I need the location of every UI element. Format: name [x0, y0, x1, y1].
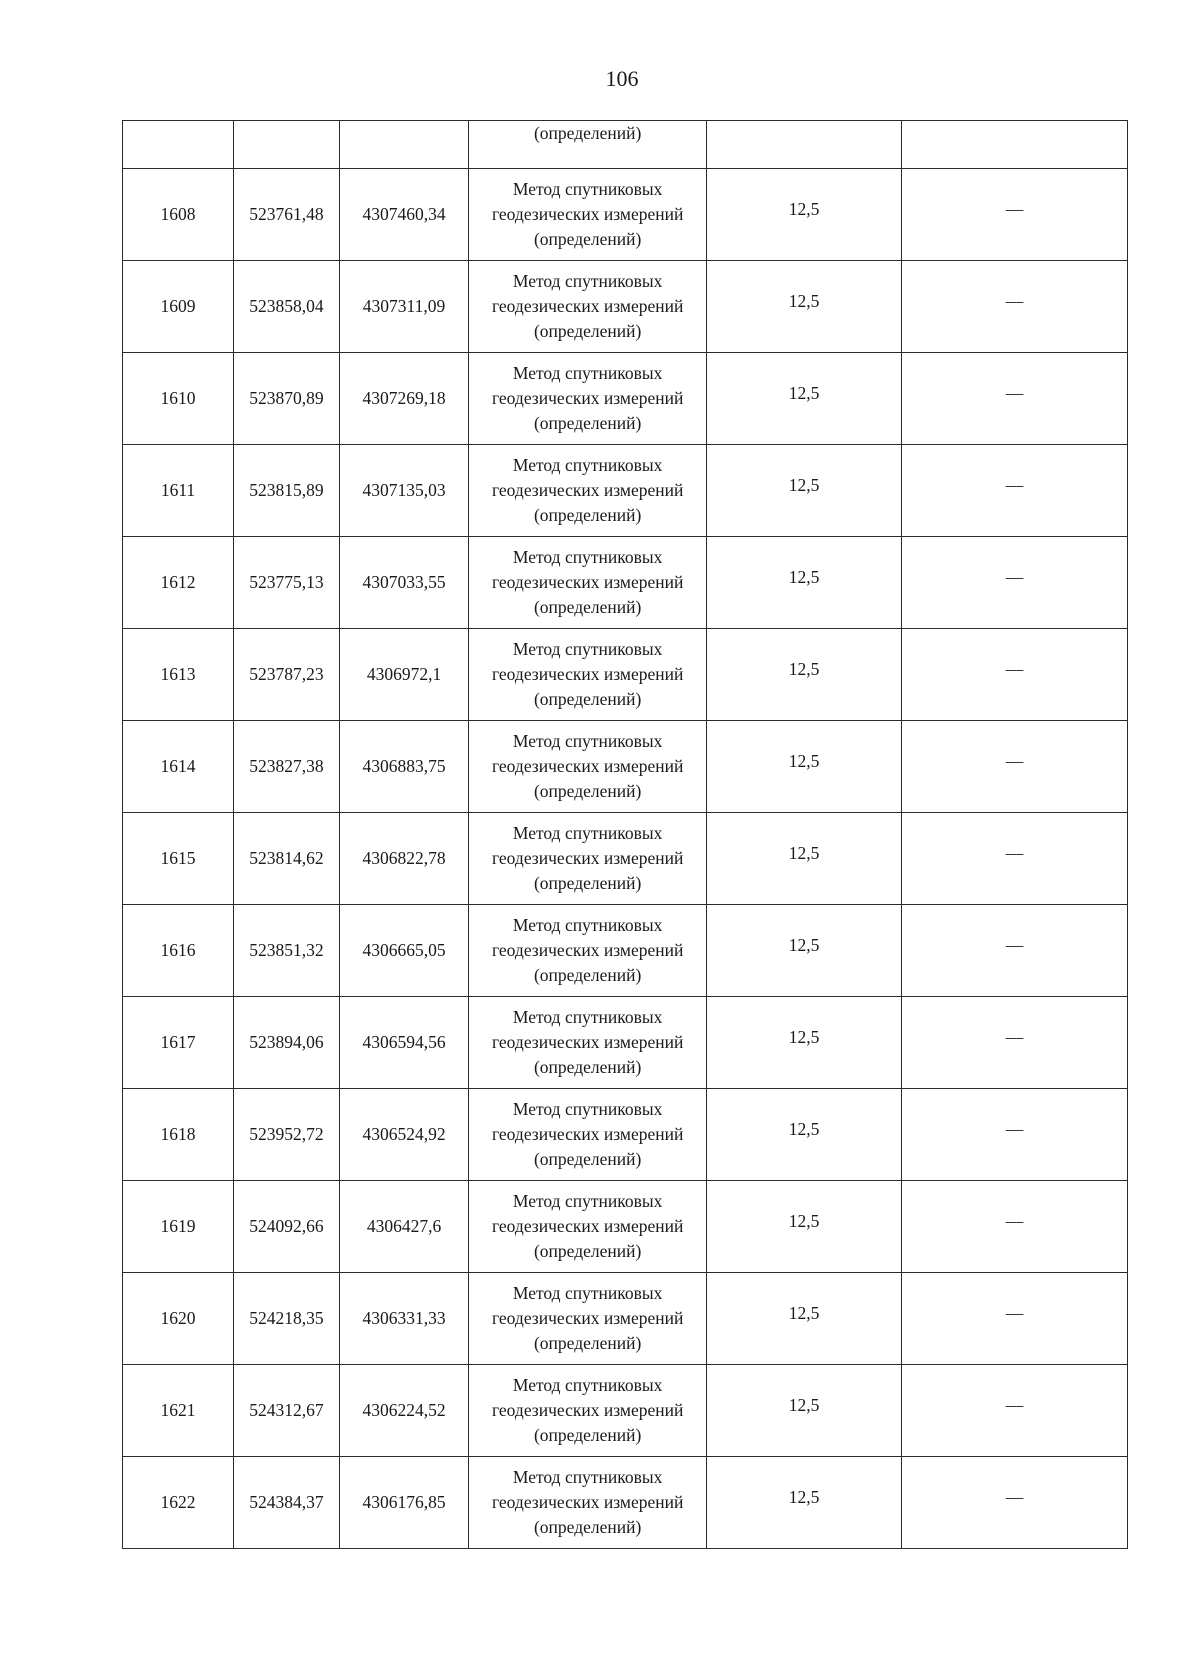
y-coordinate-cell — [339, 1089, 468, 1181]
x-coordinate-cell-text: 524092,66 — [249, 1216, 324, 1236]
method-text-line: геодезических измерений — [491, 1216, 684, 1236]
method-cell — [469, 1273, 707, 1365]
x-coordinate-cell — [233, 629, 339, 721]
note-dash-cell — [901, 905, 1127, 997]
method-cell — [469, 1089, 707, 1181]
accuracy-cell — [707, 537, 902, 629]
y-coordinate-cell-text: 4306524,92 — [362, 1124, 446, 1144]
y-coordinate-cell — [339, 1457, 468, 1549]
method-cell — [469, 905, 707, 997]
x-coordinate-cell — [233, 1089, 339, 1181]
accuracy-cell — [707, 813, 902, 905]
method-text-line: Метод спутниковых — [512, 1283, 663, 1303]
note-dash-cell-text: — — [1005, 843, 1024, 863]
empty-cell — [901, 121, 1127, 169]
x-coordinate-cell — [233, 169, 339, 261]
note-dash-cell-text: — — [1005, 935, 1024, 955]
method-text-line: геодезических измерений — [491, 1032, 684, 1052]
accuracy-cell — [707, 445, 902, 537]
method-text-line: геодезических измерений — [491, 204, 684, 224]
method-cell — [469, 721, 707, 813]
accuracy-cell — [707, 905, 902, 997]
table-row — [123, 445, 1128, 537]
y-coordinate-cell — [339, 1181, 468, 1273]
accuracy-cell — [707, 1365, 902, 1457]
y-coordinate-cell-text: 4307135,03 — [362, 480, 446, 500]
point-number-cell-text: 1610 — [160, 388, 196, 408]
point-number-cell-text: 1616 — [160, 940, 196, 960]
note-dash-cell — [901, 1089, 1127, 1181]
table-row — [123, 1365, 1128, 1457]
point-number-cell-text: 1615 — [160, 848, 196, 868]
y-coordinate-cell-text: 4307460,34 — [362, 204, 446, 224]
method-cell-continuation — [469, 121, 707, 169]
point-number-cell — [123, 1181, 234, 1273]
method-text-line: (определений) — [533, 689, 642, 709]
method-text-line: (определений) — [533, 781, 642, 801]
y-coordinate-cell — [339, 905, 468, 997]
empty-cell — [339, 121, 468, 169]
accuracy-cell-text: 12,5 — [788, 1027, 820, 1047]
x-coordinate-cell-text: 523858,04 — [249, 296, 324, 316]
y-coordinate-cell — [339, 537, 468, 629]
x-coordinate-cell — [233, 1365, 339, 1457]
method-text-line: геодезических измерений — [491, 1124, 684, 1144]
method-text-line: геодезических измерений — [491, 848, 684, 868]
note-dash-cell-text: — — [1005, 199, 1024, 219]
point-number-cell — [123, 169, 234, 261]
point-number-cell-text: 1614 — [160, 756, 196, 776]
accuracy-cell-text: 12,5 — [788, 1487, 820, 1507]
note-dash-cell — [901, 1365, 1127, 1457]
note-dash-cell — [901, 1273, 1127, 1365]
method-text-line: (определений) — [533, 1149, 642, 1169]
y-coordinate-cell — [339, 1273, 468, 1365]
y-coordinate-cell — [339, 629, 468, 721]
method-text-line: Метод спутниковых — [512, 731, 663, 751]
accuracy-cell — [707, 997, 902, 1089]
note-dash-cell — [901, 1457, 1127, 1549]
point-number-cell — [123, 905, 234, 997]
method-cell — [469, 629, 707, 721]
accuracy-cell-text: 12,5 — [788, 1395, 820, 1415]
y-coordinate-cell-text: 4306822,78 — [362, 848, 446, 868]
accuracy-cell — [707, 353, 902, 445]
accuracy-cell-text: 12,5 — [788, 291, 820, 311]
x-coordinate-cell-text: 523775,13 — [249, 572, 324, 592]
continuation-row — [123, 121, 1128, 169]
x-coordinate-cell-text: 523787,23 — [249, 664, 324, 684]
method-cell — [469, 353, 707, 445]
point-number-cell — [123, 629, 234, 721]
method-text-line: Метод спутниковых — [512, 363, 663, 383]
point-number-cell-text: 1620 — [160, 1308, 196, 1328]
y-coordinate-cell-text: 4306224,52 — [362, 1400, 446, 1420]
x-coordinate-cell-text: 524384,37 — [249, 1492, 324, 1512]
method-text-line: геодезических измерений — [491, 480, 684, 500]
table-row — [123, 169, 1128, 261]
x-coordinate-cell-text: 523761,48 — [249, 204, 324, 224]
y-coordinate-cell — [339, 997, 468, 1089]
y-coordinate-cell — [339, 353, 468, 445]
x-coordinate-cell-text: 524218,35 — [249, 1308, 324, 1328]
note-dash-cell-text: — — [1005, 383, 1024, 403]
point-number-cell-text: 1622 — [160, 1492, 196, 1512]
method-text-line: Метод спутниковых — [512, 271, 663, 291]
y-coordinate-cell — [339, 261, 468, 353]
y-coordinate-cell-text: 4306176,85 — [362, 1492, 446, 1512]
point-number-cell — [123, 1273, 234, 1365]
point-number-cell — [123, 261, 234, 353]
point-number-cell-text: 1613 — [160, 664, 196, 684]
x-coordinate-cell — [233, 261, 339, 353]
table-row — [123, 1181, 1128, 1273]
x-coordinate-cell-text: 523851,32 — [249, 940, 324, 960]
method-text-line: (определений) — [533, 321, 642, 341]
method-text-line: (определений) — [533, 965, 642, 985]
accuracy-cell — [707, 261, 902, 353]
empty-cell — [123, 121, 234, 169]
y-coordinate-cell-text: 4307033,55 — [362, 572, 446, 592]
method-text-line: геодезических измерений — [491, 664, 684, 684]
note-dash-cell — [901, 813, 1127, 905]
table-row — [123, 261, 1128, 353]
x-coordinate-cell-text: 523952,72 — [249, 1124, 324, 1144]
method-text-line: геодезических измерений — [491, 572, 684, 592]
y-coordinate-cell-text: 4307269,18 — [362, 388, 446, 408]
y-coordinate-cell-text: 4306594,56 — [362, 1032, 446, 1052]
method-cell — [469, 445, 707, 537]
x-coordinate-cell-text: 523815,89 — [249, 480, 324, 500]
note-dash-cell-text: — — [1005, 751, 1024, 771]
note-dash-cell-text: — — [1005, 659, 1024, 679]
point-number-cell-text: 1608 — [160, 204, 196, 224]
method-text-line: (определений) — [533, 1517, 642, 1537]
method-text-line: (определений) — [533, 505, 642, 525]
accuracy-cell-text: 12,5 — [788, 1303, 820, 1323]
y-coordinate-cell — [339, 813, 468, 905]
note-dash-cell — [901, 1181, 1127, 1273]
point-number-cell — [123, 997, 234, 1089]
point-number-cell — [123, 1457, 234, 1549]
y-coordinate-cell — [339, 721, 468, 813]
note-dash-cell — [901, 261, 1127, 353]
accuracy-cell — [707, 1273, 902, 1365]
method-text-line: Метод спутниковых — [512, 1007, 663, 1027]
y-coordinate-cell-text: 4306972,1 — [366, 664, 442, 684]
method-cell — [469, 1457, 707, 1549]
x-coordinate-cell — [233, 997, 339, 1089]
x-coordinate-cell-text: 523870,89 — [249, 388, 324, 408]
method-text-line: Метод спутниковых — [512, 1467, 663, 1487]
method-text-line: геодезических измерений — [491, 756, 684, 776]
x-coordinate-cell-text: 523814,62 — [249, 848, 324, 868]
method-text-line: Метод спутниковых — [512, 1099, 663, 1119]
method-text-line: Метод спутниковых — [512, 547, 663, 567]
method-text-line: (определений) — [533, 229, 642, 249]
y-coordinate-cell-text: 4306883,75 — [362, 756, 446, 776]
point-number-cell — [123, 1089, 234, 1181]
x-coordinate-cell-text: 523827,38 — [249, 756, 324, 776]
y-coordinate-cell-text: 4307311,09 — [362, 296, 446, 316]
table-row — [123, 997, 1128, 1089]
page-number: 106 — [605, 66, 639, 91]
method-text-line: (определений) — [533, 1425, 642, 1445]
y-coordinate-cell — [339, 169, 468, 261]
method-text-line: геодезических измерений — [491, 940, 684, 960]
y-coordinate-cell — [339, 445, 468, 537]
method-text-line: Метод спутниковых — [512, 1191, 663, 1211]
table-row — [123, 1457, 1128, 1549]
table-row — [123, 905, 1128, 997]
method-text-line: (определений) — [533, 413, 642, 433]
point-number-cell — [123, 445, 234, 537]
table-row — [123, 537, 1128, 629]
point-number-cell-text: 1609 — [160, 296, 196, 316]
method-text-line: (определений) — [533, 1333, 642, 1353]
empty-cell — [707, 121, 902, 169]
accuracy-cell-text: 12,5 — [788, 751, 820, 771]
accuracy-cell — [707, 1181, 902, 1273]
y-coordinate-cell-text: 4306427,6 — [366, 1216, 442, 1236]
method-cell — [469, 537, 707, 629]
table-row — [123, 1089, 1128, 1181]
method-text-line: Метод спутниковых — [512, 639, 663, 659]
note-dash-cell-text: — — [1005, 475, 1024, 495]
method-text-line: Метод спутниковых — [512, 823, 663, 843]
note-dash-cell-text: — — [1005, 567, 1024, 587]
accuracy-cell-text: 12,5 — [788, 567, 820, 587]
point-number-cell — [123, 1365, 234, 1457]
table-row — [123, 629, 1128, 721]
note-dash-cell — [901, 721, 1127, 813]
method-text-line: геодезических измерений — [491, 388, 684, 408]
table-row — [123, 721, 1128, 813]
accuracy-cell-text: 12,5 — [788, 383, 820, 403]
note-dash-cell — [901, 537, 1127, 629]
x-coordinate-cell — [233, 721, 339, 813]
table-row — [123, 353, 1128, 445]
note-dash-cell-text: — — [1005, 1211, 1024, 1231]
y-coordinate-cell-text: 4306665,05 — [362, 940, 446, 960]
empty-cell — [233, 121, 339, 169]
note-dash-cell-text: — — [1005, 1487, 1024, 1507]
note-dash-cell-text: — — [1005, 1119, 1024, 1139]
method-text-line: (определений) — [533, 123, 642, 143]
table-row — [123, 1273, 1128, 1365]
point-number-cell — [123, 813, 234, 905]
point-number-cell — [123, 353, 234, 445]
accuracy-cell — [707, 169, 902, 261]
accuracy-cell-text: 12,5 — [788, 843, 820, 863]
method-text-line: (определений) — [533, 1057, 642, 1077]
method-text-line: геодезических измерений — [491, 296, 684, 316]
method-cell — [469, 1181, 707, 1273]
method-cell — [469, 997, 707, 1089]
point-number-cell-text: 1612 — [160, 572, 196, 592]
note-dash-cell — [901, 997, 1127, 1089]
y-coordinate-cell — [339, 1365, 468, 1457]
note-dash-cell — [901, 169, 1127, 261]
method-cell — [469, 261, 707, 353]
coordinates-table — [122, 120, 1128, 1549]
point-number-cell — [123, 721, 234, 813]
x-coordinate-cell — [233, 905, 339, 997]
accuracy-cell-text: 12,5 — [788, 475, 820, 495]
note-dash-cell-text: — — [1005, 291, 1024, 311]
note-dash-cell — [901, 445, 1127, 537]
method-text-line: геодезических измерений — [491, 1308, 684, 1328]
accuracy-cell — [707, 1457, 902, 1549]
point-number-cell-text: 1617 — [160, 1032, 196, 1052]
point-number-cell — [123, 537, 234, 629]
note-dash-cell-text: — — [1005, 1395, 1024, 1415]
x-coordinate-cell — [233, 1181, 339, 1273]
x-coordinate-cell-text: 524312,67 — [249, 1400, 324, 1420]
method-text-line: (определений) — [533, 597, 642, 617]
accuracy-cell — [707, 721, 902, 813]
point-number-cell-text: 1621 — [160, 1400, 196, 1420]
method-text-line: Метод спутниковых — [512, 455, 663, 475]
x-coordinate-cell-text: 523894,06 — [249, 1032, 324, 1052]
method-cell — [469, 813, 707, 905]
accuracy-cell — [707, 629, 902, 721]
accuracy-cell — [707, 1089, 902, 1181]
method-text-line: геодезических измерений — [491, 1492, 684, 1512]
point-number-cell-text: 1619 — [160, 1216, 196, 1236]
point-number-cell-text: 1611 — [160, 480, 196, 500]
accuracy-cell-text: 12,5 — [788, 659, 820, 679]
method-text-line: (определений) — [533, 873, 642, 893]
accuracy-cell-text: 12,5 — [788, 199, 820, 219]
y-coordinate-cell-text: 4306331,33 — [362, 1308, 446, 1328]
method-cell — [469, 169, 707, 261]
x-coordinate-cell — [233, 1457, 339, 1549]
point-number-cell-text: 1618 — [160, 1124, 196, 1144]
method-text-line: (определений) — [533, 1241, 642, 1261]
method-text-line: Метод спутниковых — [512, 179, 663, 199]
table-body — [123, 121, 1128, 1549]
method-text-line: геодезических измерений — [491, 1400, 684, 1420]
note-dash-cell — [901, 629, 1127, 721]
method-text-line: Метод спутниковых — [512, 915, 663, 935]
x-coordinate-cell — [233, 813, 339, 905]
method-cell — [469, 1365, 707, 1457]
x-coordinate-cell — [233, 1273, 339, 1365]
accuracy-cell-text: 12,5 — [788, 935, 820, 955]
x-coordinate-cell — [233, 537, 339, 629]
table-row — [123, 813, 1128, 905]
note-dash-cell — [901, 353, 1127, 445]
accuracy-cell-text: 12,5 — [788, 1119, 820, 1139]
x-coordinate-cell — [233, 445, 339, 537]
note-dash-cell-text: — — [1005, 1027, 1024, 1047]
method-text-line: Метод спутниковых — [512, 1375, 663, 1395]
note-dash-cell-text: — — [1005, 1303, 1024, 1323]
accuracy-cell-text: 12,5 — [788, 1211, 820, 1231]
x-coordinate-cell — [233, 353, 339, 445]
